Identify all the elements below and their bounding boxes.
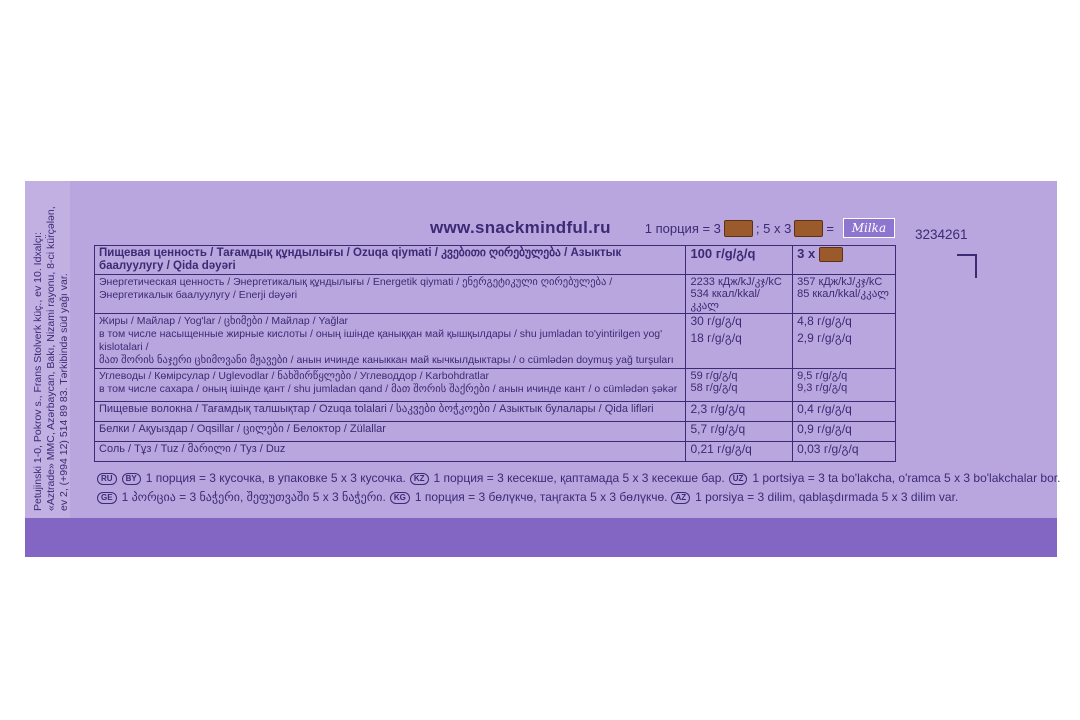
saturated-fat-portion: 2,9 г/g/გ/q bbox=[797, 331, 852, 345]
country-badge-uz: UZ bbox=[729, 473, 748, 485]
portion-equals: = bbox=[826, 220, 834, 236]
sugars-label: в том числе сахара / оның ішінде қант / shu jumladan qand / მათ შორის შაქრები / анын ичинде кант / o cümlədən şəkər bbox=[99, 383, 678, 395]
bottom-color-band bbox=[25, 518, 1057, 557]
nutrition-table bbox=[94, 245, 896, 462]
protein-label: Белки / Ақуыздар / Oqsillar / ცილები / Белоктор / Zülallar bbox=[95, 422, 686, 442]
fat-label: Жиры / Майлар / Yog'lar / ცხიმები / Майлар / Yağlar bbox=[99, 315, 349, 327]
nutrition-label-panel bbox=[25, 181, 1061, 557]
header-per-portion-label: 3 x bbox=[797, 246, 816, 261]
country-badge-kz: KZ bbox=[410, 473, 429, 485]
energy-kcal-100: 534 ккал/kkal/კკალ bbox=[690, 288, 760, 312]
carbohydrates-label: Углеводы / Көмірсулар / Uglevodlar / ნახშირწყლები / Углеводдор / Karbohdratlar bbox=[99, 370, 490, 382]
energy-label-1: Энергетическая ценность / Энергетикалық құндылығы / Energetik qiymati / ენერგეტიკული ღირებულება / bbox=[99, 276, 613, 288]
carbohydrates-100: 59 г/g/გ/q bbox=[690, 370, 738, 382]
importer-info bbox=[29, 181, 74, 511]
product-code: 3234261 bbox=[915, 227, 968, 242]
sugars-100: 58 г/g/გ/q bbox=[690, 382, 738, 394]
fiber-label: Пищевые волокна / Тағамдық талшықтар / Ozuqa tolalari / საკვები ბოჭკოები / Азыктык булалары / Qida lifləri bbox=[95, 402, 686, 422]
chocolate-piece-icon bbox=[819, 247, 843, 262]
corner-crop-mark bbox=[957, 254, 977, 278]
label-header bbox=[430, 217, 895, 239]
footnote-line-1 bbox=[97, 469, 1061, 488]
energy-label-2: Энергетикалык баалуулугу / Enerji dəyəri bbox=[99, 289, 298, 301]
header-per-100g: 100 г/g/გ/q bbox=[686, 246, 793, 275]
footnote-uz: 1 portsiya = 3 ta bo'lakcha, o'ramca 5 x 3 bo'lakchalar bor. bbox=[752, 471, 1061, 485]
table-header-row bbox=[95, 246, 896, 275]
fiber-portion: 0,4 г/g/გ/q bbox=[797, 402, 852, 416]
milka-logo: Milka bbox=[843, 218, 895, 238]
country-badge-az: AZ bbox=[671, 492, 690, 504]
country-badge-by: BY bbox=[122, 473, 141, 485]
protein-portion: 0,9 г/g/გ/q bbox=[797, 422, 852, 436]
saturated-fat-label-2: მათ შორის ნაჯერი ცხიმოვანი მჟავები / анын ичинде каныккан май кычкылдыктары / o cümlədən doymuş yağ turşuları bbox=[99, 354, 674, 366]
salt-100: 0,21 г/g/გ/q bbox=[690, 442, 752, 456]
table-row-protein bbox=[95, 422, 896, 442]
portion-prefix: 1 порция = 3 bbox=[644, 220, 721, 236]
table-row-carbohydrates bbox=[95, 369, 896, 402]
footnote-kg: 1 порция = 3 бөлүкчө, таңгакта 5 х 3 бөлүкчө. bbox=[414, 490, 668, 504]
footnote-line-2 bbox=[97, 488, 997, 507]
country-badge-ge: GE bbox=[97, 492, 117, 504]
website-url: www.snackmindful.ru bbox=[430, 218, 611, 237]
header-nutrition-value: Пищевая ценность / Тағамдық құндылығы / Ozuqa qiymati / კვებითი ღირებულება / Азыктык баалуулугу / Qida dəyəri bbox=[95, 246, 686, 275]
footnote-kz: 1 порция = 3 кесекше, қаптамада 5 х 3 кесекше бар. bbox=[433, 471, 725, 485]
header-per-portion bbox=[793, 246, 896, 275]
table-row-salt bbox=[95, 442, 896, 462]
country-badge-kg: KG bbox=[390, 492, 410, 504]
country-badge-ru: RU bbox=[97, 473, 117, 485]
portion-middle: ; 5 x 3 bbox=[755, 220, 792, 236]
salt-portion: 0,03 г/g/გ/q bbox=[797, 442, 859, 456]
chocolate-piece-icon bbox=[794, 220, 823, 237]
importer-line-3: ev 2, (+994 12) 514 89 83. Tərkibində süd yağı var. bbox=[58, 273, 70, 511]
fiber-100: 2,3 г/g/გ/q bbox=[690, 402, 746, 416]
fat-portion: 4,8 г/g/გ/q bbox=[797, 314, 852, 328]
table-row-fat bbox=[95, 314, 896, 369]
energy-kj-100: 2233 кДж/kJ/კჯ/kC bbox=[690, 276, 782, 288]
table-row-energy bbox=[95, 275, 896, 314]
table-row-fiber bbox=[95, 402, 896, 422]
saturated-fat-label-1: в том числе насыщенные жирные кислоты / оның ішінде қаныққан май қышқылдары / shu jumladan to'yintirilgen yog' kislotalari / bbox=[99, 328, 663, 353]
chocolate-piece-icon bbox=[724, 220, 753, 237]
footnote-az: 1 porsiya = 3 dilim, qablaşdırmada 5 x 3 dilim var. bbox=[695, 490, 959, 504]
energy-kj-portion: 357 кДж/kJ/კჯ/kC bbox=[797, 276, 883, 288]
energy-kcal-portion: 85 ккал/kkal/კკალ bbox=[797, 288, 890, 300]
importer-line-2: «Aztrade» MMC, Azərbaycan, Bakı, Nizami rayonu, 8-ci kür̈çələn, bbox=[45, 206, 57, 511]
portion-footnotes bbox=[97, 469, 1061, 507]
carbohydrates-portion: 9,5 г/g/გ/q bbox=[797, 370, 848, 382]
footnote-ru-by: 1 порция = 3 кусочка, в упаковке 5 х 3 кусочка. bbox=[145, 471, 406, 485]
footnote-ge: 1 პორცია = 3 ნაჭერი, შეფუთვაში 5 x 3 ნაჭერი. bbox=[121, 490, 386, 504]
saturated-fat-100: 18 г/g/გ/q bbox=[690, 331, 742, 345]
salt-label: Соль / Тұз / Tuz / მარილი / Туз / Duz bbox=[95, 442, 686, 462]
left-text-strip bbox=[25, 181, 70, 518]
importer-line-1: Petujinski 1-0, Pokrov s., Frans Stolverk küç., ev 10. Idxalçı: bbox=[32, 232, 44, 511]
portion-info bbox=[645, 218, 895, 238]
protein-100: 5,7 г/g/გ/q bbox=[690, 422, 746, 436]
fat-100: 30 г/g/გ/q bbox=[690, 314, 742, 328]
sugars-portion: 9,3 г/g/გ/q bbox=[797, 382, 848, 394]
